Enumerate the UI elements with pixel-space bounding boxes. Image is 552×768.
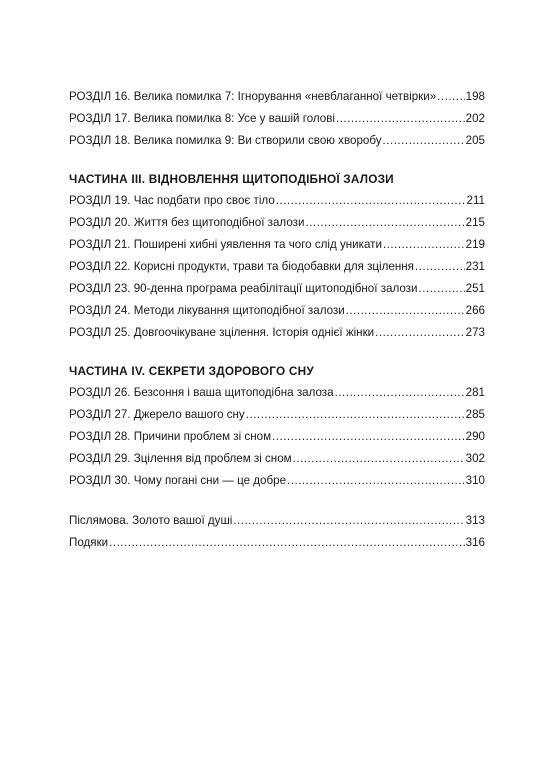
dot-leader	[287, 470, 465, 492]
toc-entry-title: РОЗДІЛ 21. Поширені хибні уявлення та чого слід уникати	[69, 238, 382, 251]
toc-entry-page: 290	[465, 430, 485, 443]
toc-entry-title: РОЗДІЛ 17. Велика помилка 8: Усе у вашій голові	[69, 112, 335, 125]
dot-leader	[418, 278, 464, 300]
toc-entry-page: 310	[465, 474, 485, 487]
dot-leader	[276, 190, 466, 212]
toc-entry-page: 281	[465, 386, 485, 399]
toc-entry-title: РОЗДІЛ 26. Безсоння і ваша щитоподібна залоза	[69, 386, 334, 399]
toc-entry-title: РОЗДІЛ 28. Причини проблем зі сном	[69, 430, 272, 443]
toc-entry-page: 313	[465, 514, 485, 527]
toc-entry-page: 231	[465, 260, 485, 273]
dot-leader	[437, 86, 464, 108]
toc-entry[interactable]	[69, 300, 485, 322]
dot-leader	[109, 532, 465, 554]
toc-section	[69, 360, 485, 492]
dot-leader	[415, 256, 465, 278]
toc-entry[interactable]	[69, 532, 485, 554]
dot-leader	[233, 510, 464, 532]
toc-entry-title: Післямова. Золото вашої душі	[69, 514, 233, 527]
toc-entry[interactable]	[69, 322, 485, 344]
toc-entry-title: РОЗДІЛ 30. Чому погані сни — це добре	[69, 474, 287, 487]
toc-entry[interactable]	[69, 130, 485, 152]
toc-entry-page: 273	[465, 326, 485, 339]
part-heading: ЧАСТИНА IV. СЕКРЕТИ ЗДОРОВОГО СНУ	[69, 364, 314, 378]
toc-section	[69, 168, 485, 344]
toc-entry-page: 285	[465, 408, 485, 421]
part-heading: ЧАСТИНА III. ВІДНОВЛЕННЯ ЩИТОПОДІБНОЇ ЗАЛОЗИ	[69, 172, 394, 186]
toc-entry-title: РОЗДІЛ 20. Життя без щитоподібної залози	[69, 216, 305, 229]
toc-entry-title: РОЗДІЛ 22. Корисні продукти, трави та біодобавки для зцілення	[69, 260, 414, 273]
dot-leader	[335, 382, 465, 404]
toc-section	[69, 86, 485, 152]
dot-leader	[346, 300, 465, 322]
toc-entry[interactable]	[69, 426, 485, 448]
toc-entry[interactable]	[69, 256, 485, 278]
dot-leader	[336, 108, 465, 130]
dot-leader	[383, 130, 465, 152]
toc-entry-title: РОЗДІЛ 25. Довгоочікуване зцілення. Історія однієї жінки	[69, 326, 375, 339]
table-of-contents	[69, 86, 485, 554]
toc-entry[interactable]	[69, 404, 485, 426]
toc-entry[interactable]	[69, 470, 485, 492]
dot-leader	[383, 234, 465, 256]
dot-leader	[293, 448, 465, 470]
toc-entry-title: РОЗДІЛ 18. Велика помилка 9: Ви створили свою хворобу	[69, 134, 382, 147]
toc-entry-page: 219	[465, 238, 485, 251]
toc-section	[69, 510, 485, 554]
toc-entry-title: РОЗДІЛ 19. Час подбати про своє тіло	[69, 194, 275, 207]
toc-entry-page: 211	[466, 194, 485, 207]
toc-entry[interactable]	[69, 234, 485, 256]
toc-entry-page: 202	[465, 112, 485, 125]
dot-leader	[375, 322, 465, 344]
toc-entry[interactable]	[69, 86, 485, 108]
toc-entry-title: РОЗДІЛ 24. Методи лікування щитоподібної залози	[69, 304, 345, 317]
toc-entry-title: РОЗДІЛ 23. 90-денна програма реабілітації щитоподібної залози	[69, 282, 418, 295]
toc-entry-page: 316	[465, 536, 485, 549]
toc-entry-page: 266	[465, 304, 485, 317]
toc-entry-page: 302	[465, 452, 485, 465]
toc-entry-page: 251	[465, 282, 485, 295]
dot-leader	[305, 212, 464, 234]
dot-leader	[246, 404, 465, 426]
toc-entry[interactable]	[69, 382, 485, 404]
toc-entry-page: 198	[465, 90, 485, 103]
toc-entry-title: РОЗДІЛ 29. Зцілення від проблем зі сном	[69, 452, 292, 465]
toc-entry[interactable]	[69, 108, 485, 130]
toc-entry[interactable]	[69, 278, 485, 300]
toc-entry-title: РОЗДІЛ 27. Джерело вашого сну	[69, 408, 245, 421]
toc-entry-title: Подяки	[69, 536, 109, 549]
toc-entry-page: 215	[465, 216, 485, 229]
toc-entry[interactable]	[69, 190, 485, 212]
toc-entry[interactable]	[69, 212, 485, 234]
toc-entry-title: РОЗДІЛ 16. Велика помилка 7: Ігнорування «невблаганної четвірки»	[69, 90, 437, 103]
dot-leader	[272, 426, 465, 448]
toc-entry-page: 205	[465, 134, 485, 147]
toc-entry[interactable]	[69, 448, 485, 470]
toc-entry[interactable]	[69, 510, 485, 532]
